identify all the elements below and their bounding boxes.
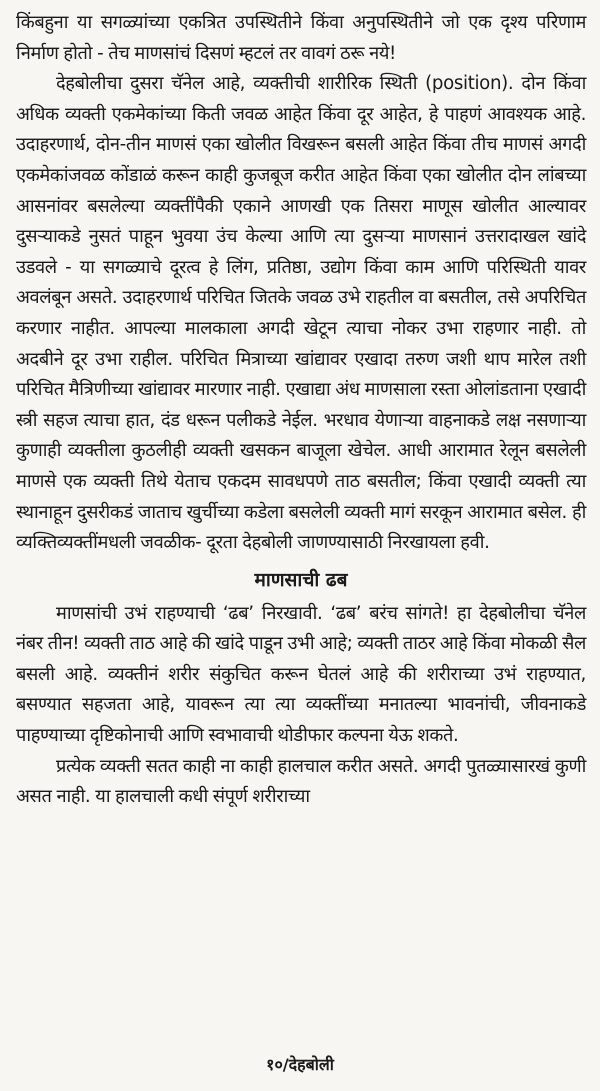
page-footer: १०/देहबोली [266, 1055, 334, 1074]
paragraph-continued: किंबहुना या सगळ्यांच्या एकत्रित उपस्थितीने किंवा अनुपस्थितीने जो एक दृश्य परिणाम निर्माण होतो - तेच माणसांचं दिसणं म्हटलं तर वावगं ठरू नये! [16, 12, 586, 64]
paragraph-posture: माणसांची उभं राहण्याची ‘ढब’ निरखावी. ‘ढब’ बरंच सांगते! हा देहबोलीचा चॅनेल नंबर तीन! व्यक्ती ताठ आहे की खांदे पाडून उभी आहे; व्यक्ती ताठर आहे किंवा मोकळी सैल बसली आहे. व्यक्तीनं शरीर संकुचित करून घेतलं आहे की शरीराच्या उभं राहण्यात, बसण्यात सहजता आहे, यावरून त्या त्या व्यक्तींच्या मनातल्या भावनांची, जीवनाकडे पाहण्याच्या दृष्टिकोनाची आणि स्वभावाची थोडीफार कल्पना येऊ शकते. [16, 602, 586, 747]
paragraph-movement: प्रत्येक व्यक्ती सतत काही ना काही हालचाल करीत असते. अगदी पुतळ्यासारखं कुणी असत नाही. या हालचाली कधी संपूर्ण शरीराच्या [16, 755, 586, 808]
section-heading: माणसाची ढब [254, 568, 348, 591]
paragraph-body-position: देहबोलीचा दुसरा चॅनेल आहे, व्यक्तीची शारीरिक स्थिती (position). दोन किंवा अधिक व्यक्ती एकमेकांच्या किती जवळ आहेत किंवा दूर आहेत, हे पाहणं आवश्यक आहे. उदाहरणार्थ, दोन-तीन माणसं एका खोलीत विखरून बसली आहेत किंवा तीच माणसं अगदी एकमेकांजवळ कोंडाळं करून काही कुजबूज करीत आहेत किंवा एका खोलीत दोन लांबच्या आसनांवर बसलेल्या व्यक्तींपैकी एकाने आणखी एक तिसरा माणूस खोलीत आल्यावर दुसऱ्याकडे नुसतं पाहून भुवया उंच केल्या आणि त्या दुसऱ्या माणसानं उत्तरादाखल खांदे उडवले - या सगळ्याचे दूरत्व हे लिंग, प्रतिष्ठा, उद्योग किंवा काम आणि परिस्थिती यावर अवलंबून असते. उदाहरणार्थ परिचित जितके जवळ उभे राहतील वा बसतील, तसे अपरिचित करणार नाहीत. आपल्या मालकाला अगदी खेटून त्याचा नोकर उभा राहणार नाही. तो अदबीने दूर उभा राहील. परिचित मित्राच्या खांद्यावर एखादा तरुण जशी थाप मारेल तशी परिचित मैत्रिणीच्या खांद्यावर मारणार नाही. एखाद्या अंध माणसाला रस्ता ओलांडताना एखादी स्त्री सहज त्याचा हात, दंड धरून पलीकडे नेईल. भरधाव येणाऱ्या वाहनाकडे लक्ष नसणाऱ्या कुणाही व्यक्तीला कुठलीही व्यक्ती खसकन बाजूला खेचेल. आधी आरामात रेलून बसलेली माणसे एक व्यक्ती तिथे येताच एकदम सावधपणे ताठ बसतील; किंवा एखादी व्यक्ती त्या स्थानाहून दुसरीकडं जाताच खुर्चीच्या कडेला बसलेली व्यक्ती मागं सरकून आरामात बसेल. ही व्यक्तिव्यक्तींमधली जवळीक- दूरता देहबोली जाणण्यासाठी निरखायला हवी. [16, 73, 586, 554]
